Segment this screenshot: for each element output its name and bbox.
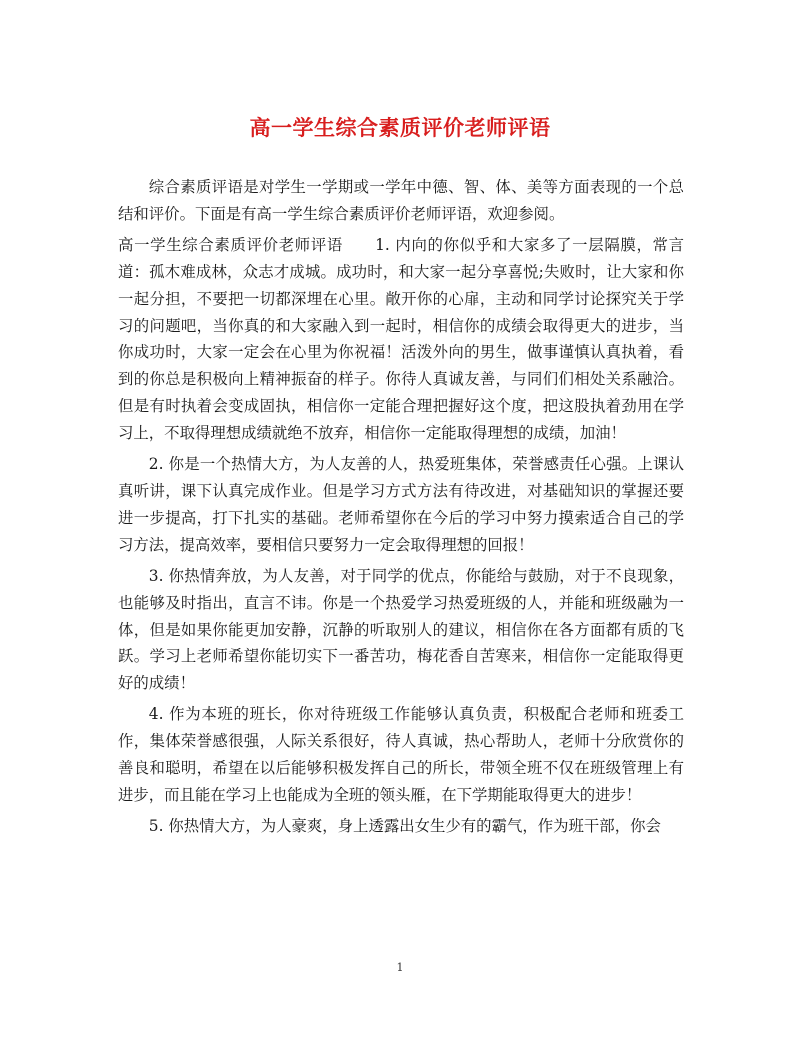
comment-paragraph-4: 4. 作为本班的班长，你对待班级工作能够认真负责，积极配合老师和班委工作，集体荣誉感很强，人际关系很好，待人真诚，热心帮助人，老师十分欣赏你的善良和聪明，希望在以后能够积极发挥自己的所长，带领全班不仅在班级管理上有进步，而且能在学习上也能成为全班的领头雁，在下学期能取得更大的进步！ (118, 705, 684, 804)
comment-paragraph-1: 高一学生综合素质评价老师评语 1. 内向的你似乎和大家多了一层隔膜，常言道：孤木难成林，众志才成城。成功时，和大家一起分享喜悦;失败时，让大家和你一起分担，不要把一切都深埋在心里。敞开你的心扉，主动和同学讨论探究关于学习的问题吧，当你真的和大家融入到一起时，相信你的成绩会取得更大的进步，当你成功时，大家一定会在心里为你祝福！活泼外向的男生，做事谨慎认真执着，看到的你总是积极向上精神振奋的样子。你待人真诚友善，与同们们相处关系融洽。但是有时执着会变成固执，相信你一定能合理把握好这个度，把这股执着劲用在学习上，不取得理想成绩就绝不放弃，相信你一定能取得理想的成绩，加油！ (118, 235, 684, 443)
comment-paragraph-3: 3. 你热情奔放，为人友善，对于同学的优点，你能给与鼓励，对于不良现象，也能够及时指出，直言不讳。你是一个热爱学习热爱班级的人，并能和班级融为一体，但是如果你能更加安静，沉静的听取别人的建议，相信你在各方面都有质的飞跃。学习上老师希望你能切实下一番苦功，梅花香自苦寒来，相信你一定能取得更好的成绩！ (118, 566, 684, 693)
page-number: 1 (396, 961, 404, 974)
document-title: 高一学生综合素质评价老师评语 (249, 115, 551, 140)
document-body (118, 174, 684, 840)
intro-paragraph: 综合素质评语是对学生一学期或一学年中德、智、体、美等方面表现的一个总结和评价。下面是有高一学生综合素质评价老师评语，欢迎参阅。 (118, 178, 684, 223)
comment-paragraph-5: 5. 你热情大方，为人豪爽，身上透露出女生少有的霸气，作为班干部，你会 (148, 816, 661, 835)
comment-paragraph-2: 2. 你是一个热情大方，为人友善的人，热爱班集体，荣誉感责任心强。上课认真听讲，课下认真完成作业。但是学习方式方法有待改进，对基础知识的掌握还要进一步提高，打下扎实的基础。老师希望你在今后的学习中努力摸索适合自己的学习方法，提高效率，要相信只要努力一定会取得理想的回报！ (118, 455, 684, 554)
